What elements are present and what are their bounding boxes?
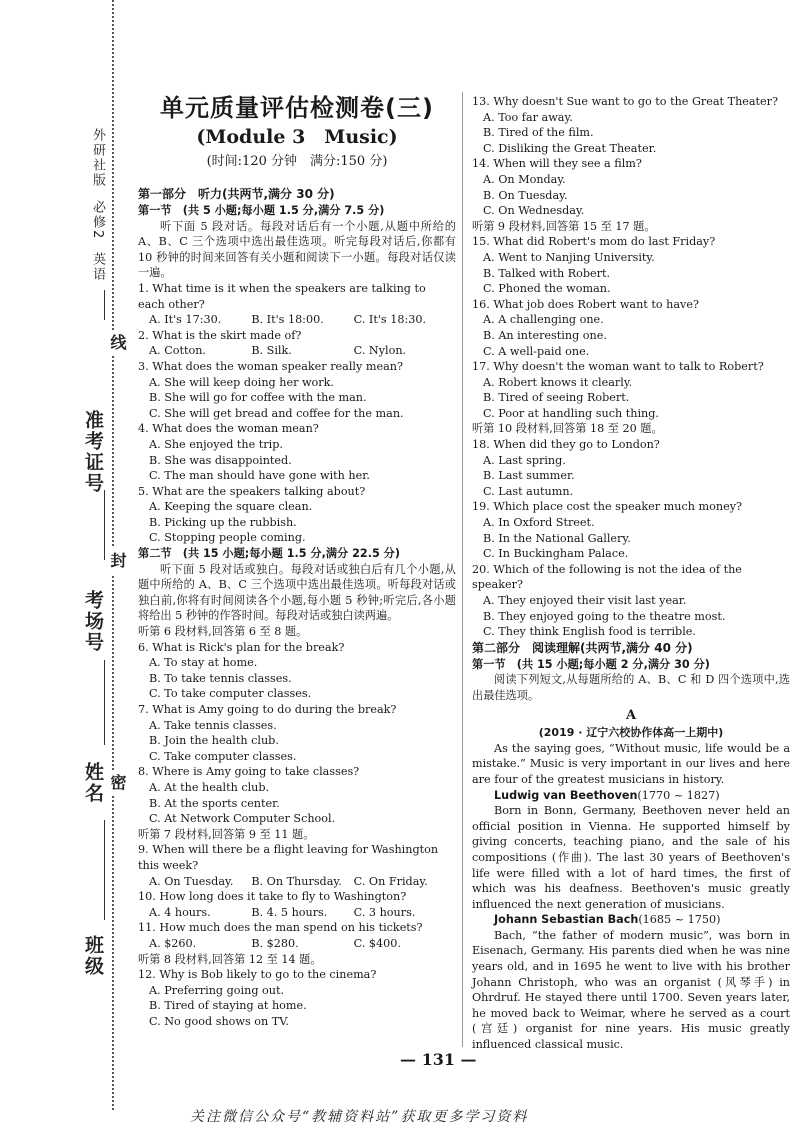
option-b: B. $280. (251, 936, 299, 950)
title-block (138, 92, 456, 172)
question-17 (472, 359, 790, 421)
question-20 (472, 562, 790, 640)
question-4 (138, 421, 456, 483)
margin-field-class: 班级 (82, 935, 104, 977)
option-c: C. No good shows on TV. (149, 1014, 289, 1028)
question-stem: 14. When will they see a film? (472, 157, 642, 171)
question-stem: 6. What is Rick's plan for the break? (138, 640, 345, 654)
option-b: B. To take tennis classes. (149, 671, 292, 685)
column-divider (462, 92, 463, 1047)
option-c: C. On Wednesday. (483, 204, 585, 218)
part1-sec1-instructions: 听下面 5 段对话。每段对话后有一个小题,从题中所给的 A、B、C 三个选项中选出最佳选项。听完每段对话后,你都有 10 秒钟的时间来回答有关小题和阅读下一小题。每段对话仅读一遍。 (138, 219, 456, 280)
left-column (138, 186, 456, 1029)
question-19 (472, 499, 790, 561)
question-14 (472, 156, 790, 218)
listening-note: 听第 10 段材料,回答第 18 至 20 题。 (472, 422, 663, 436)
part1-heading: 第一部分 听力(共两节,满分 30 分) (138, 187, 335, 201)
question-3 (138, 359, 456, 421)
option-a: A. Went to Nanjing University. (483, 250, 655, 264)
option-c: C. Disliking the Great Theater. (483, 141, 657, 155)
question-stem: 19. Which place cost the speaker much money? (472, 500, 743, 514)
bach-paragraph: Bach, “the father of modern music”, was born in Eisenach, Germany. His parents died when he was nine years old, and in 1695 he went to live with his brother Johann Christoph, who was an organist (风琴手) in Ohrdruf. He stayed there until 1700. Seven years later, he moved back to Weimar, where he served as a court (宫廷) organist for nine years. His music greatly influenced classical music. (472, 928, 790, 1052)
listening-note: 听第 6 段材料,回答第 6 至 8 题。 (138, 625, 308, 639)
option-a: A. Preferring going out. (149, 983, 285, 997)
option-a: A. Take tennis classes. (149, 718, 277, 732)
option-c: C. They think English food is terrible. (483, 625, 696, 639)
option-c: C. Last autumn. (483, 484, 574, 498)
musician-name: Ludwig van Beethoven (494, 788, 638, 802)
margin-mark-seal: 密 (106, 770, 129, 796)
margin-publisher: 外研社版 (90, 128, 105, 188)
margin-rule (104, 290, 105, 320)
question-stem: 7. What is Amy going to do during the break? (138, 703, 397, 716)
option-a: A. In Oxford Street. (483, 516, 595, 530)
option-b: B. An interesting one. (483, 328, 607, 342)
question-11 (138, 920, 456, 951)
option-b: B. They enjoyed going to the theatre most. (483, 609, 726, 623)
musician-heading (472, 912, 790, 928)
option-b: B. Tired of the film. (483, 126, 594, 140)
option-b: B. Picking up the rubbish. (149, 515, 297, 529)
passage-intro: As the saying goes, “Without music, life would be a mistake.” Music is very important in our lives and here are four of the greatest musicians in history. (472, 741, 790, 786)
page-number: — 131 — (400, 1050, 477, 1069)
beethoven-paragraph: Born in Bonn, Germany, Beethoven never held an official position in Vienna. He supported himself by giving concerts, teaching piano, and the sale of his compositions (作曲). The last 30 years of Beethoven's life were filled with a lot of hard times, the first of which was his deafness. Beethoven's music greatly influenced the next generation of musicians. (472, 804, 790, 911)
option-a: A. It's 17:30. (149, 313, 222, 327)
question-stem: 10. How long does it take to fly to Washington? (138, 890, 407, 904)
part2-sec1-heading: 第一节 (共 15 小题;每小题 2 分,满分 30 分) (472, 657, 710, 671)
option-a: A. She will keep doing her work. (149, 375, 334, 389)
option-b: B. 4. 5 hours. (251, 905, 328, 919)
question-16 (472, 297, 790, 359)
question-stem: 4. What does the woman mean? (138, 422, 319, 436)
part2-sec1-instructions: 阅读下列短文,从每题所给的 A、B、C 和 D 四个选项中,选出最佳选项。 (472, 673, 790, 702)
option-b: B. It's 18:00. (251, 313, 324, 327)
option-c: C. Poor at handling such thing. (483, 406, 659, 420)
option-c: C. She will get bread and coffee for the man. (149, 406, 404, 420)
page-subtitle: (Module 3 Music) (196, 126, 398, 148)
question-2 (138, 328, 456, 359)
question-stem: 9. When will there be a flight leaving for Washington this week? (138, 843, 439, 872)
question-stem: 12. Why is Bob likely to go to the cinema? (138, 968, 377, 982)
margin-rule (104, 490, 105, 560)
option-a: A. She enjoyed the trip. (149, 437, 283, 451)
option-c: C. 3 hours. (353, 905, 416, 919)
option-a: A. On Monday. (483, 172, 566, 186)
option-c: C. On Friday. (353, 874, 428, 888)
footer-note: 关注微信公众号“教辅资料站”获取更多学习资料 (190, 1109, 529, 1125)
question-stem: 15. What did Robert's mom do last Friday? (472, 235, 716, 249)
option-b: B. Tired of staying at home. (149, 999, 307, 1013)
option-c: C. At Network Computer School. (149, 812, 336, 826)
option-c: C. Phoned the woman. (483, 282, 611, 296)
option-c: C. Stopping people coming. (149, 531, 306, 545)
option-b: B. Talked with Robert. (483, 266, 611, 280)
margin-subject: 英语 (90, 252, 105, 282)
page-title: 单元质量评估检测卷(三) (160, 94, 434, 122)
margin-mark-seal2: 封 (106, 548, 129, 574)
question-1 (138, 281, 456, 328)
part2-heading: 第二部分 阅读理解(共两节,满分 40 分) (472, 640, 693, 655)
option-a: A. On Tuesday. (149, 874, 234, 888)
question-10 (138, 889, 456, 920)
passage-source: (2019 · 辽宁六校协作体高一上期中) (538, 726, 724, 740)
time-info: (时间:120 分钟 满分:150 分) (206, 154, 388, 169)
option-b: B. She was disappointed. (149, 453, 292, 467)
musician-heading (472, 788, 790, 804)
musician-years: (1770 ~ 1827) (637, 788, 720, 802)
right-column (472, 94, 790, 1053)
option-a: A. At the health club. (149, 780, 270, 794)
option-c: C. To take computer classes. (149, 687, 312, 701)
passage-letter: A (625, 707, 637, 723)
question-stem: 1. What time is it when the speakers are talking to each other? (138, 281, 426, 311)
part1-sec2-instructions: 听下面 5 段对话或独白。每段对话或独白后有几个小题,从题中所给的 A、B、C 三个选项中选出最佳选项。听每段对话或独白前,你将有时间阅读各个小题,每小题 5 秒钟;听完后,各小题将给出 5 秒钟的作答时间。每段对话或独白读两遍。 (138, 562, 456, 623)
question-8 (138, 764, 456, 826)
question-stem: 18. When did they go to London? (472, 438, 660, 452)
option-a: A. Keeping the square clean. (149, 500, 313, 514)
musician-years: (1685 ~ 1750) (638, 913, 721, 927)
margin-book: 必修2 (90, 200, 105, 241)
question-stem: 11. How much does the man spend on his tickets? (138, 921, 423, 935)
part1-sec2-heading: 第二节 (共 15 小题;每小题 1.5 分,满分 22.5 分) (138, 547, 400, 561)
option-c: C. In Buckingham Palace. (483, 547, 629, 561)
question-stem: 2. What is the skirt made of? (138, 328, 302, 342)
option-b: B. She will go for coffee with the man. (149, 391, 367, 405)
margin-rule (104, 820, 105, 920)
option-c: C. Take computer classes. (149, 749, 297, 763)
option-a: A. A challenging one. (483, 313, 604, 327)
question-6 (138, 640, 456, 702)
musician-name: Johann Sebastian Bach (494, 913, 639, 927)
listening-note: 听第 7 段材料,回答第 9 至 11 题。 (138, 827, 315, 841)
option-a: A. To stay at home. (149, 656, 258, 670)
option-b: B. Silk. (251, 344, 292, 358)
question-stem: 16. What job does Robert want to have? (472, 297, 699, 311)
option-a: A. Robert knows it clearly. (483, 375, 633, 389)
binding-margin (0, 0, 130, 1134)
part1-sec1-heading: 第一节 (共 5 小题;每小题 1.5 分,满分 7.5 分) (138, 204, 385, 217)
option-a: A. Cotton. (149, 344, 206, 358)
option-b: B. On Thursday. (251, 874, 342, 888)
question-15 (472, 234, 790, 296)
option-c: C. Nylon. (353, 344, 407, 358)
option-c: C. The man should have gone with her. (149, 469, 370, 483)
option-a: A. 4 hours. (149, 905, 211, 919)
listening-note: 听第 8 段材料,回答第 12 至 14 题。 (138, 952, 322, 966)
option-c: C. It's 18:30. (353, 313, 427, 327)
option-a: A. Last spring. (483, 453, 566, 467)
margin-field-id: 准考证号 (82, 410, 104, 494)
option-b: B. Last summer. (483, 469, 575, 483)
question-stem: 3. What does the woman speaker really mean? (138, 359, 403, 373)
question-7 (138, 702, 456, 764)
option-b: B. In the National Gallery. (483, 531, 631, 545)
margin-rule (104, 660, 105, 745)
option-b: B. At the sports center. (149, 796, 280, 810)
question-18 (472, 437, 790, 499)
option-c: C. $400. (353, 936, 401, 950)
option-a: A. They enjoyed their visit last year. (483, 594, 687, 607)
option-a: A. $260. (149, 936, 197, 950)
margin-field-room: 考场号 (82, 590, 104, 653)
question-stem: 8. Where is Amy going to take classes? (138, 765, 360, 779)
margin-field-name: 姓名 (82, 762, 104, 804)
question-stem: 17. Why doesn't the woman want to talk to Robert? (472, 360, 764, 374)
option-b: B. On Tuesday. (483, 188, 568, 202)
question-stem: 5. What are the speakers talking about? (138, 484, 366, 498)
question-stem: 13. Why doesn't Sue want to go to the Great Theater? (472, 95, 779, 108)
question-9 (138, 842, 456, 889)
question-5 (138, 484, 456, 546)
option-b: B. Tired of seeing Robert. (483, 391, 630, 405)
option-a: A. Too far away. (483, 110, 573, 124)
question-stem: 20. Which of the following is not the idea of the speaker? (472, 562, 742, 592)
question-12 (138, 967, 456, 1029)
listening-note: 听第 9 段材料,回答第 15 至 17 题。 (472, 219, 656, 233)
margin-mark-line: 线 (106, 330, 129, 356)
option-b: B. Join the health club. (149, 734, 279, 748)
question-13 (472, 94, 790, 156)
option-c: C. A well-paid one. (483, 344, 590, 358)
